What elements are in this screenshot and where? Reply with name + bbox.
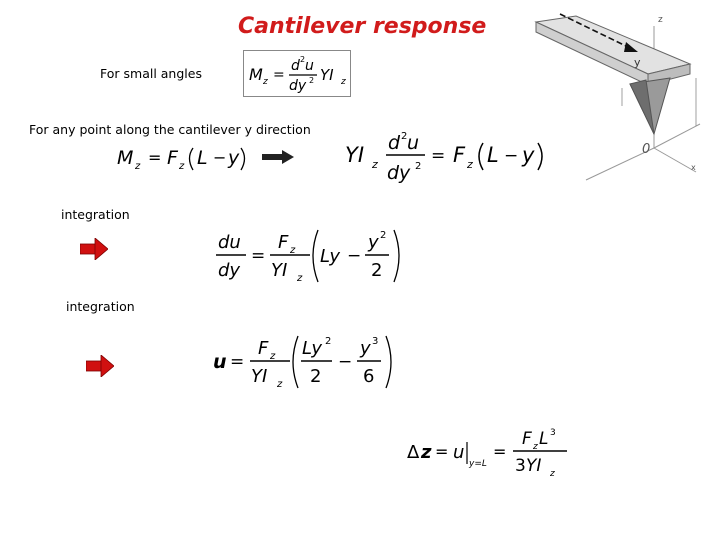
svg-text:y: y xyxy=(228,147,240,169)
svg-text:M: M xyxy=(249,65,263,84)
red-arrow-2 xyxy=(86,355,114,377)
svg-text:−: − xyxy=(213,148,227,167)
slope-equation xyxy=(214,226,406,286)
x-axis xyxy=(654,148,696,172)
svg-text:3: 3 xyxy=(515,456,526,476)
svg-text:z: z xyxy=(263,77,268,87)
svg-text:YI: YI xyxy=(271,260,288,281)
svg-text:z: z xyxy=(290,245,296,256)
svg-text:Ly: Ly xyxy=(302,338,323,359)
implies-arrow xyxy=(262,150,294,164)
svg-text:z: z xyxy=(372,158,378,171)
svg-text:L: L xyxy=(487,143,499,167)
svg-text:d: d xyxy=(388,132,401,154)
curvature-equation xyxy=(343,126,553,188)
small-angle-equation xyxy=(243,50,351,97)
svg-text:3: 3 xyxy=(550,428,556,438)
svg-text:2: 2 xyxy=(300,55,306,64)
svg-text:dy: dy xyxy=(218,260,241,281)
svg-text:L: L xyxy=(539,429,549,449)
svg-text:3: 3 xyxy=(372,336,379,347)
svg-text:z: z xyxy=(277,379,283,390)
svg-text:−: − xyxy=(504,146,519,166)
any-point-label: For any point along the cantilever y direction xyxy=(29,122,311,137)
svg-text:y: y xyxy=(360,338,371,359)
svg-text:z: z xyxy=(550,469,555,479)
svg-text:=: = xyxy=(273,67,285,83)
svg-text:d: d xyxy=(291,58,300,74)
svg-text:YI: YI xyxy=(320,66,334,84)
integration-label-1: integration xyxy=(61,207,130,222)
svg-text:y: y xyxy=(522,143,535,167)
svg-text:=: = xyxy=(435,442,449,461)
svg-text:M: M xyxy=(117,147,134,169)
svg-text:z: z xyxy=(179,161,185,172)
svg-text:y=L: y=L xyxy=(469,459,487,469)
svg-text:u: u xyxy=(213,351,227,373)
small-angle-equation-svg xyxy=(244,51,350,96)
svg-text:=: = xyxy=(148,148,162,167)
tip-deflection-equation xyxy=(405,424,575,480)
slide-title: Cantilever response xyxy=(238,14,487,39)
svg-text:du: du xyxy=(218,232,241,253)
svg-text:YI: YI xyxy=(251,366,268,387)
svg-text:z: z xyxy=(467,158,473,171)
svg-text:2: 2 xyxy=(325,336,332,347)
svg-text:2: 2 xyxy=(309,76,315,85)
svg-text:Ly: Ly xyxy=(320,246,341,267)
svg-text:=: = xyxy=(431,146,446,166)
y-axis xyxy=(654,124,700,148)
svg-text:2: 2 xyxy=(310,366,322,387)
integration-label-2: integration xyxy=(66,299,135,314)
axis-y-label: y xyxy=(634,56,641,69)
svg-text:F: F xyxy=(278,232,289,253)
svg-text:dy: dy xyxy=(289,78,307,94)
svg-text:u: u xyxy=(453,442,465,463)
svg-text:=: = xyxy=(230,352,245,372)
svg-text:F: F xyxy=(453,143,466,167)
svg-text:2: 2 xyxy=(415,161,422,172)
svg-text:2: 2 xyxy=(401,131,408,142)
svg-text:z: z xyxy=(135,161,141,172)
svg-text:F: F xyxy=(167,147,178,169)
svg-text:u: u xyxy=(407,132,420,154)
svg-text:u: u xyxy=(305,58,314,74)
svg-text:z: z xyxy=(341,77,346,87)
origin-label: 0 xyxy=(642,142,651,157)
svg-text:−: − xyxy=(338,352,353,372)
svg-text:F: F xyxy=(258,338,269,359)
svg-text:dy: dy xyxy=(387,162,411,184)
svg-text:z: z xyxy=(270,351,276,362)
svg-text:y: y xyxy=(368,232,379,253)
red-arrow-1 xyxy=(80,238,108,260)
svg-text:z: z xyxy=(533,442,538,452)
svg-text:2: 2 xyxy=(371,260,383,281)
moment-equation xyxy=(115,140,255,174)
svg-text:2: 2 xyxy=(380,230,387,241)
deflection-equation xyxy=(210,332,400,392)
svg-text:z: z xyxy=(421,442,432,463)
axis-z-label: z xyxy=(658,15,663,25)
svg-text:F: F xyxy=(522,429,532,449)
svg-text:6: 6 xyxy=(363,366,375,387)
svg-text:z: z xyxy=(297,273,303,284)
svg-text:=: = xyxy=(493,442,507,461)
axis-x-label: x xyxy=(691,163,696,172)
svg-text:Δ: Δ xyxy=(407,442,420,463)
svg-text:=: = xyxy=(251,246,266,266)
svg-text:YI: YI xyxy=(526,456,542,476)
svg-text:YI: YI xyxy=(345,143,365,167)
svg-text:L: L xyxy=(197,147,208,169)
svg-text:−: − xyxy=(347,246,362,266)
cantilever-figure xyxy=(530,8,718,183)
small-angles-label: For small angles xyxy=(100,66,202,81)
